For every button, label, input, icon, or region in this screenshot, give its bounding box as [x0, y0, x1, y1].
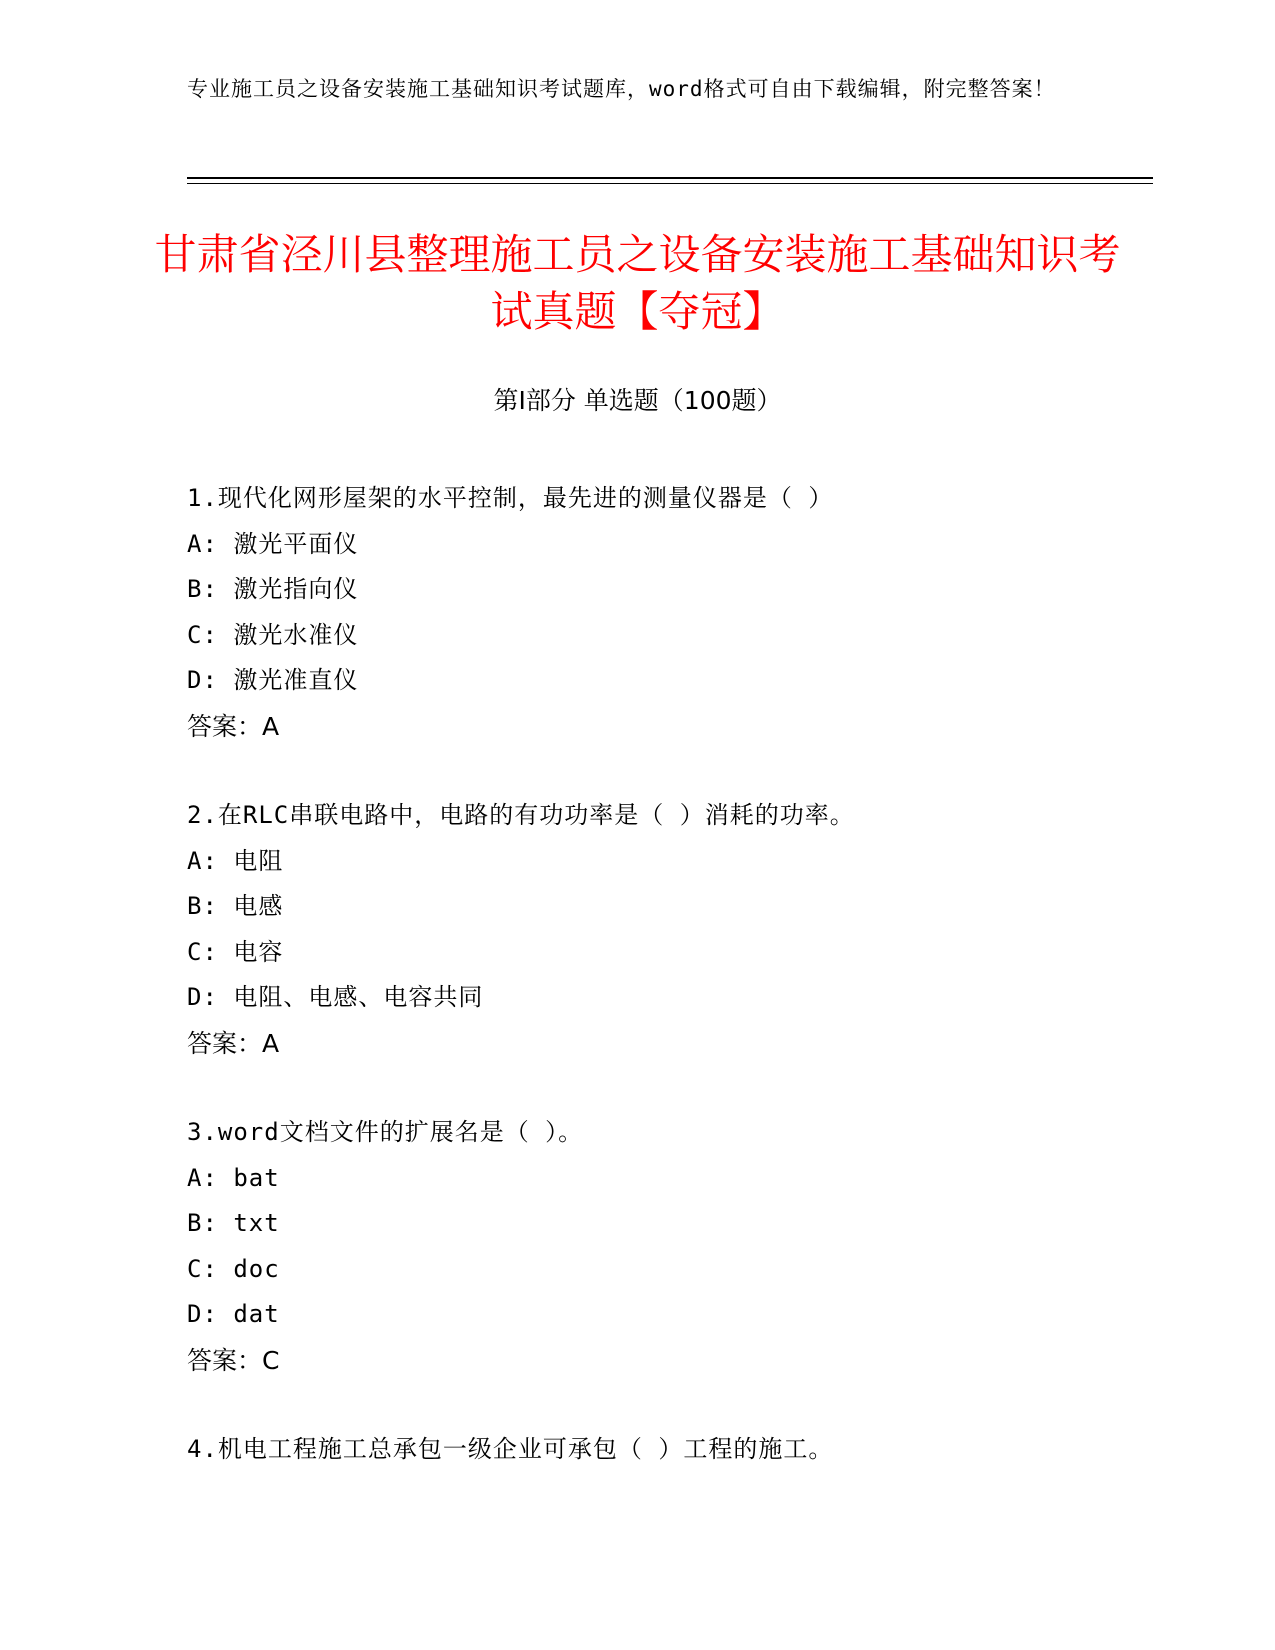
option-a: A: 电阻 — [187, 846, 284, 875]
header-divider-thin — [187, 183, 1153, 184]
question-text: 3.word文档文件的扩展名是（ ）。 — [187, 1118, 584, 1146]
header-note: 专业施工员之设备安装施工基础知识考试题库，word格式可自由下载编辑，附完整答案！ — [187, 77, 1056, 101]
question-3 — [187, 1110, 1137, 1383]
question-text: 4.机电工程施工总承包一级企业可承包（ ）工程的施工。 — [187, 1435, 834, 1463]
option-c: C: doc — [187, 1254, 280, 1283]
option-b: B: 激光指向仪 — [187, 575, 359, 603]
option-b: B: 电感 — [187, 892, 284, 920]
option-c: C: 激光水准仪 — [187, 620, 359, 649]
document-title: 甘肃省泾川县整理施工员之设备安装施工基础知识考试真题【夺冠】 — [154, 230, 1121, 336]
option-d: D: 电阻、电感、电容共同 — [187, 983, 484, 1011]
answer: 答案：A — [187, 1028, 280, 1058]
header-divider-thick — [187, 177, 1153, 179]
option-c: C: 电容 — [187, 937, 284, 966]
question-4 — [187, 1427, 1137, 1473]
option-d: D: 激光准直仪 — [187, 666, 359, 694]
answer: 答案：A — [187, 711, 280, 741]
question-text: 1.现代化网形屋架的水平控制，最先进的测量仪器是（ ） — [187, 484, 834, 512]
question-1 — [187, 476, 1137, 749]
option-a: A: bat — [187, 1163, 280, 1192]
question-2 — [187, 793, 1137, 1066]
option-d: D: dat — [187, 1300, 280, 1328]
question-text: 2.在RLC串联电路中，电路的有功功率是（ ）消耗的功率。 — [187, 801, 855, 829]
section-heading: 第Ⅰ部分 单选题（100题） — [493, 386, 782, 415]
question-list — [187, 476, 1137, 1517]
option-b: B: txt — [187, 1209, 280, 1237]
answer: 答案：C — [187, 1345, 280, 1375]
option-a: A: 激光平面仪 — [187, 529, 359, 558]
